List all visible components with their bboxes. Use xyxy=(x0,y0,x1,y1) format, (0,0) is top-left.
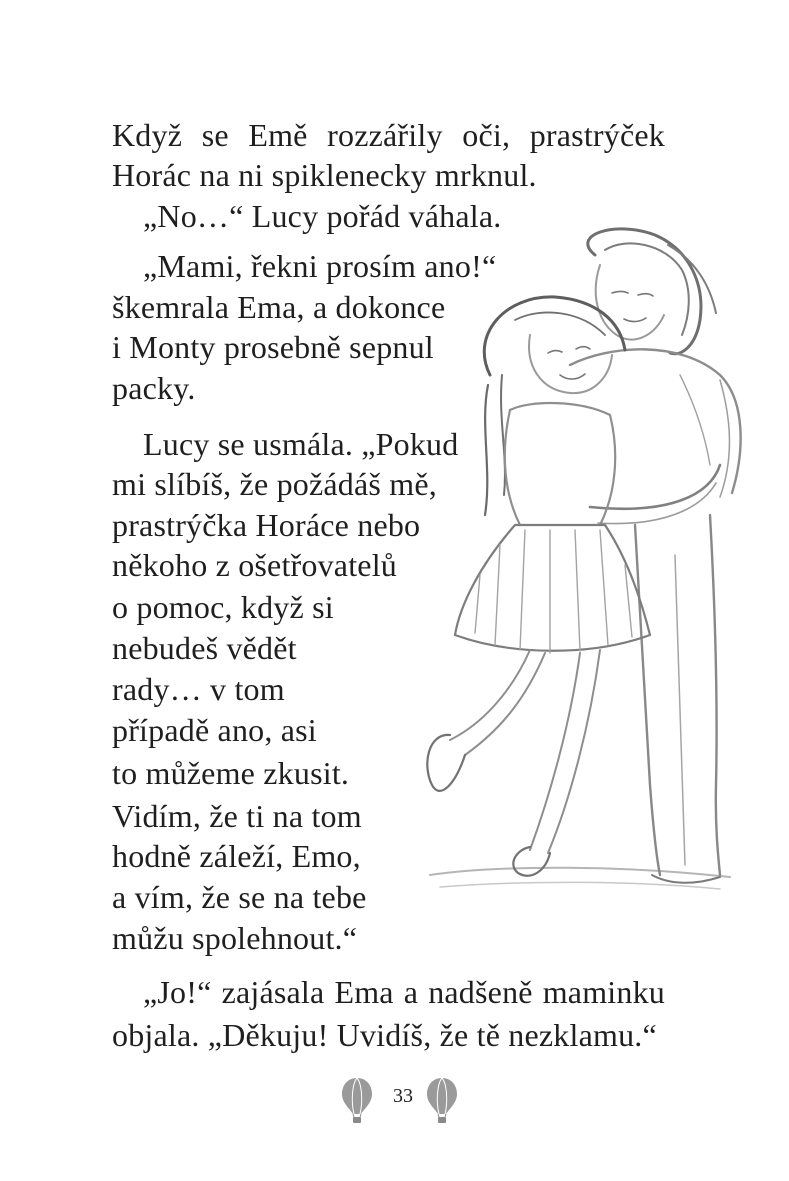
text-line-16: to můžeme zkusit. xyxy=(112,755,350,791)
text-line-5: škemrala Ema, a dokonce xyxy=(112,289,446,325)
text-line-15: případě ano, asi xyxy=(112,712,317,748)
text-line-8: Lucy se usmála. „Pokud xyxy=(143,426,459,462)
text-line-7: packy. xyxy=(112,370,196,406)
text-line-11: někoho z ošetřovatelů xyxy=(112,547,397,583)
text-line-12: o pomoc, když si xyxy=(112,589,334,625)
page-number: 33 xyxy=(393,1085,413,1107)
text-line-20: můžu spolehnout.“ xyxy=(112,920,358,956)
text-line-19: a vím, že se na tebe xyxy=(112,879,367,915)
mother-daughter-hug-illustration xyxy=(420,225,750,915)
text-line-4: „Mami, řekni prosím ano!“ xyxy=(143,248,497,284)
text-line-2: Horác na ni spiklenecky mrknul. xyxy=(112,157,537,193)
text-line-3: „No…“ Lucy pořád váhala. xyxy=(143,198,502,234)
text-line-14: rady… v tom xyxy=(112,671,285,707)
text-line-9: mi slíbíš, že požádáš mě, xyxy=(112,466,437,502)
hot-air-balloon-icon xyxy=(340,1076,374,1124)
text-line-1: Když se Emě rozzářily oči, prastrýček xyxy=(112,117,665,153)
text-line-17: Vidím, že ti na tom xyxy=(112,798,362,834)
text-line-18: hodně záleží, Emo, xyxy=(112,838,361,874)
page-footer xyxy=(0,1070,789,1130)
text-line-10: prastrýčka Horáce nebo xyxy=(112,507,421,543)
text-line-13: nebudeš vědět xyxy=(112,630,297,666)
text-line-6: i Monty prosebně sepnul xyxy=(112,329,434,365)
text-line-22: objala. „Děkuju! Uvidíš, že tě nezklamu.“ xyxy=(112,1017,657,1053)
text-line-21: „Jo!“ zajásala Ema a nadšeně maminku xyxy=(143,974,665,1010)
hot-air-balloon-icon xyxy=(425,1076,459,1124)
